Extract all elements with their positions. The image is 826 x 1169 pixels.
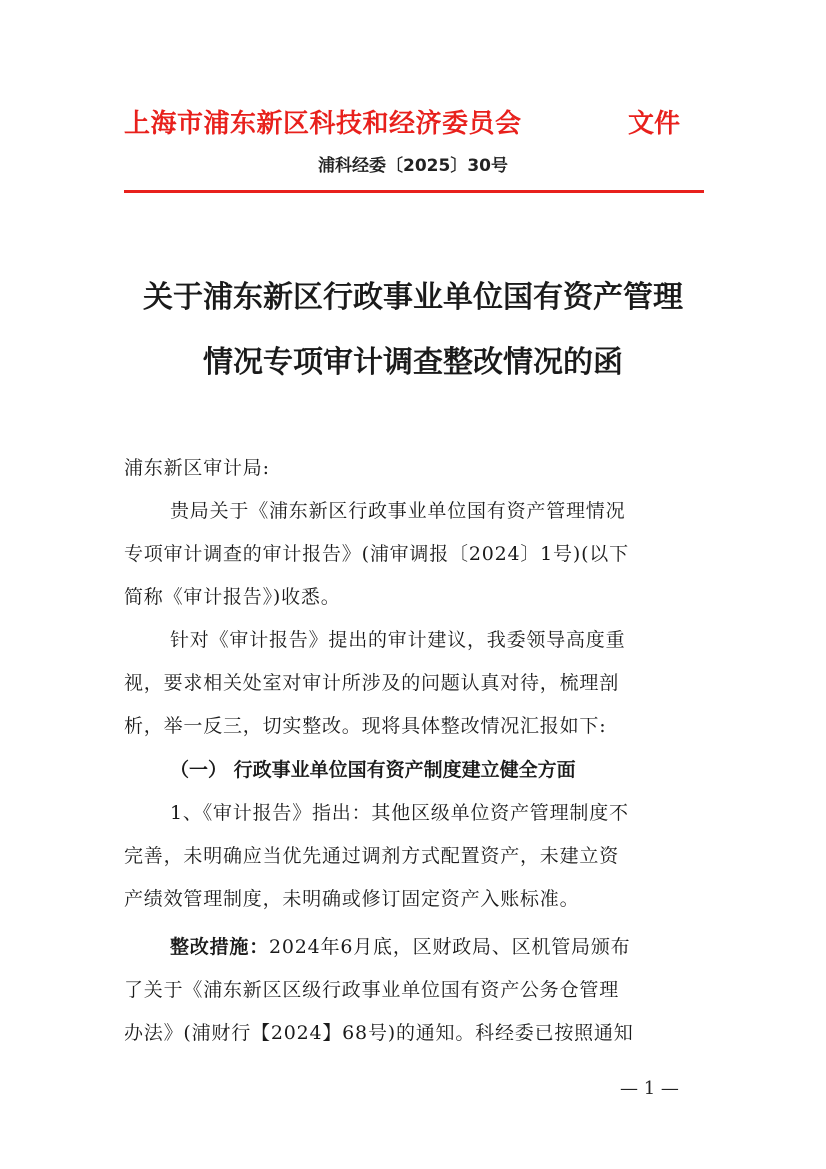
- measures-line: [170, 932, 630, 959]
- document-title-line-1: 关于浦东新区行政事业单位国有资产管理: [143, 280, 683, 315]
- measures-line: 了关于《浦东新区区级行政事业单位国有资产公务仓管理: [124, 979, 620, 1001]
- paragraph-2-line: 视，要求相关处室对审计所涉及的问题认真对待，梳理剖: [124, 672, 620, 694]
- page-number: — 1 —: [620, 1078, 679, 1099]
- salutation: 浦东新区审计局:: [124, 457, 270, 479]
- header-red-divider: [124, 190, 704, 193]
- measures-line: 办法》(浦财行【2024】68号)的通知。科经委已按照通知: [124, 1022, 634, 1044]
- paragraph-1-line: 简称《审计报告》)收悉。: [124, 586, 341, 608]
- document-title-line-2: 情况专项审计调查整改情况的函: [203, 345, 623, 380]
- section-heading-1: （一） 行政事业单位国有资产制度建立健全方面: [170, 759, 576, 781]
- item-1-line: 产绩效管理制度，未明确或修订固定资产入账标准。: [124, 888, 580, 910]
- item-1-line: 1、《审计报告》指出：其他区级单位资产管理制度不: [170, 802, 629, 824]
- document-number: 浦科经委〔2025〕30号: [318, 156, 508, 176]
- paragraph-1-line: 专项审计调查的审计报告》(浦审调报〔2024〕1号)(以下: [124, 543, 629, 565]
- header-doc-type: 文件: [628, 109, 681, 139]
- paragraph-2-line: 针对《审计报告》提出的审计建议，我委领导高度重: [170, 629, 626, 651]
- paragraph-1-line: 贵局关于《浦东新区行政事业单位国有资产管理情况: [170, 500, 626, 522]
- header-organization: 上海市浦东新区科技和经济委员会: [124, 109, 522, 139]
- measures-text: 2024年6月底，区财政局、区机管局颁布: [269, 936, 631, 958]
- paragraph-2-line: 析，举一反三，切实整改。现将具体整改情况汇报如下:: [124, 715, 607, 737]
- item-1-line: 完善，未明确应当优先通过调剂方式配置资产，未建立资: [124, 845, 620, 867]
- measures-label: 整改措施：: [170, 936, 270, 958]
